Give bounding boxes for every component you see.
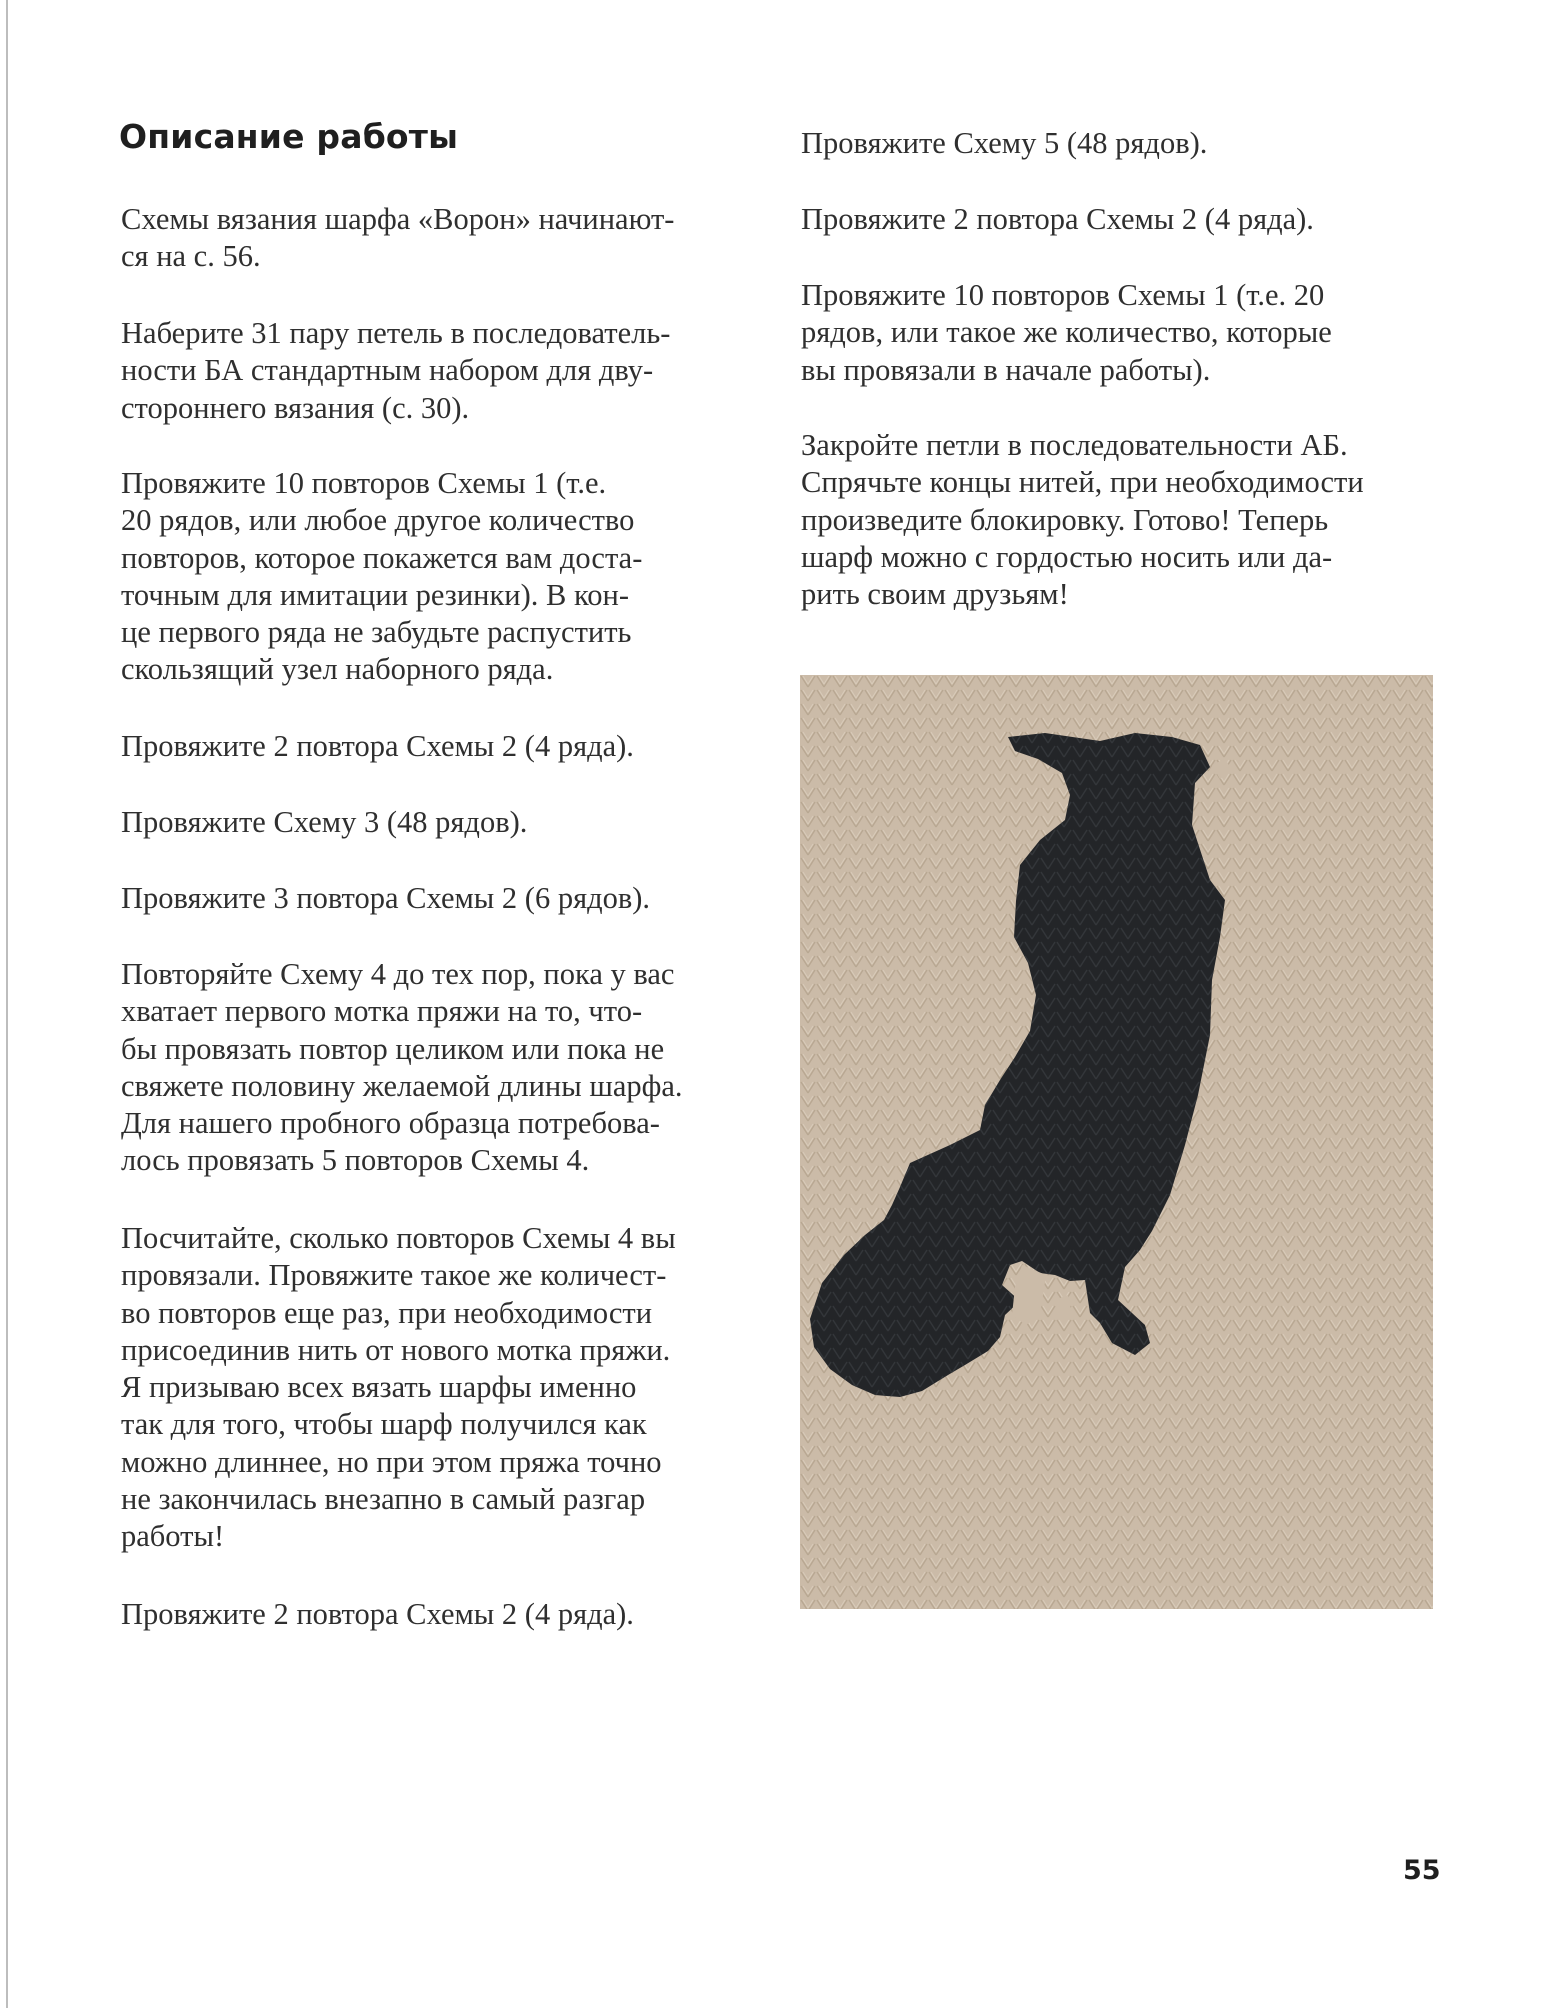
paragraph bbox=[121, 880, 650, 917]
text-line: Повторяйте Схему 4 до тех пор, пока у вас bbox=[121, 957, 675, 991]
text-line: не закончилась внезапно в самый разгар bbox=[121, 1482, 646, 1517]
text-line: точным для имитации резинки). В кон- bbox=[121, 577, 630, 612]
text-line: Схемы вязания шарфа «Ворон» начинают- bbox=[121, 202, 675, 236]
section-heading: Описание работы bbox=[119, 117, 459, 156]
text-line: скользящий узел наборного ряда. bbox=[121, 652, 554, 687]
text-line: во повторов еще раз, при необходимости bbox=[121, 1295, 653, 1330]
text-line: Провяжите 2 повтора Схемы 2 (4 ряда). bbox=[121, 1597, 634, 1631]
text-line: хватает первого мотка пряжи на то, что- bbox=[121, 994, 643, 1029]
text-line: рить своим друзьям! bbox=[801, 577, 1069, 612]
paragraph bbox=[121, 1596, 634, 1633]
paragraph bbox=[121, 315, 670, 427]
text-line: Наберите 31 пару петель в последователь- bbox=[121, 316, 671, 350]
text-line: ности БА стандартным набором для дву- bbox=[121, 353, 654, 388]
text-line: Провяжите 10 повторов Схемы 1 (т.е. 20 bbox=[801, 278, 1325, 312]
text-line: можно длиннее, но при этом пряжа точно bbox=[121, 1444, 662, 1479]
text-line: Провяжите 3 повтора Схемы 2 (6 рядов). bbox=[121, 881, 651, 915]
text-line: вы провязали в начале работы). bbox=[801, 352, 1211, 387]
paragraph bbox=[801, 427, 1364, 613]
paragraph bbox=[121, 465, 642, 689]
paragraph bbox=[801, 125, 1207, 162]
paragraph bbox=[801, 201, 1314, 238]
text-line: шарф можно с гордостью носить или да- bbox=[801, 539, 1333, 574]
text-line: це первого ряда не забудьте распустить bbox=[121, 615, 632, 650]
paragraph bbox=[121, 201, 674, 276]
text-line: так для того, чтобы шарф получился как bbox=[121, 1407, 647, 1442]
text-line: Провяжите 10 повторов Схемы 1 (т.е. bbox=[121, 466, 607, 500]
text-line: Провяжите Схему 3 (48 рядов). bbox=[121, 805, 528, 839]
text-line: провязали. Провяжите такое же количест- bbox=[121, 1258, 667, 1293]
paragraph bbox=[121, 728, 634, 765]
text-line: произведите блокировку. Готово! Теперь bbox=[801, 502, 1329, 537]
text-line: Провяжите 2 повтора Схемы 2 (4 ряда). bbox=[801, 202, 1314, 236]
text-line: свяжете половину желаемой длины шарфа. bbox=[121, 1068, 683, 1103]
text-line: Спрячьте концы нитей, при необходимости bbox=[801, 465, 1364, 500]
paragraph bbox=[121, 804, 527, 841]
text-line: бы провязать повтор целиком или пока не bbox=[121, 1031, 665, 1066]
text-line: повторов, которое покажется вам доста- bbox=[121, 540, 643, 575]
knitted-raven-photo bbox=[800, 675, 1433, 1609]
text-line: ся на с. 56. bbox=[121, 239, 261, 274]
text-line: Провяжите Схему 5 (48 рядов). bbox=[801, 126, 1208, 160]
text-line: присоединив нить от нового мотка пряжи. bbox=[121, 1332, 671, 1367]
text-line: 20 рядов, или любое другое количество bbox=[121, 503, 635, 538]
text-line: работы! bbox=[121, 1519, 225, 1554]
page-edge-line bbox=[6, 0, 8, 2008]
text-line: рядов, или такое же количество, которые bbox=[801, 315, 1332, 350]
text-line: стороннего вязания (с. 30). bbox=[121, 390, 470, 425]
text-line: Закройте петли в последовательности АБ. bbox=[801, 428, 1348, 462]
paragraph bbox=[121, 1220, 676, 1556]
text-line: Посчитайте, сколько повторов Схемы 4 вы bbox=[121, 1221, 676, 1255]
text-line: Провяжите 2 повтора Схемы 2 (4 ряда). bbox=[121, 729, 634, 763]
text-line: Я призываю всех вязать шарфы именно bbox=[121, 1370, 637, 1405]
paragraph bbox=[801, 277, 1332, 389]
paragraph bbox=[121, 956, 683, 1180]
text-line: Для нашего пробного образца потребова- bbox=[121, 1106, 660, 1141]
text-line: лось провязать 5 повторов Схемы 4. bbox=[121, 1143, 590, 1178]
page-number: 55 bbox=[1403, 1855, 1441, 1886]
